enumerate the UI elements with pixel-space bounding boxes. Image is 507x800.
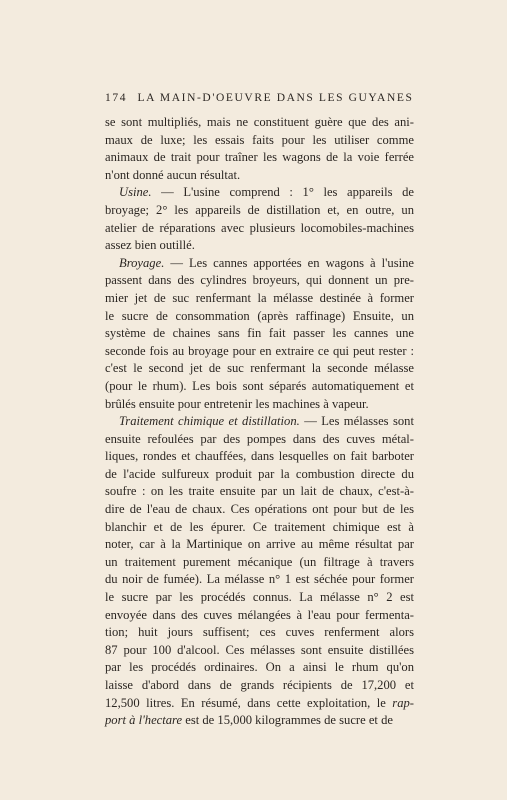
text-line [105, 431, 414, 449]
text-run: maux de luxe; les essais faits pour les utiliser comme [105, 132, 414, 147]
text-run: le sucre de consommation (après raffinage) Ensuite, un [105, 308, 414, 323]
text-line [105, 677, 414, 695]
text-run: un traitement purement mécanique (un filtrage à travers [105, 554, 414, 569]
italic-run: rap- [392, 695, 414, 710]
text-run: n'ont donné aucun résultat. [105, 167, 241, 182]
text-line [105, 501, 414, 519]
text-line [105, 483, 414, 501]
italic-run: Broyage. [119, 255, 165, 270]
text-line [105, 132, 414, 150]
text-line [105, 624, 414, 642]
text-run: noter, car à la Martinique on arrive au même résultat par [105, 537, 414, 552]
italic-run: port à l'hectare [105, 713, 183, 728]
text-line [105, 378, 414, 396]
italic-run: Usine. [119, 185, 152, 200]
text-run: du noir de fumée). La mélasse n° 1 est séchée pour former [105, 572, 414, 587]
text-line [105, 167, 414, 185]
text-line [105, 343, 414, 361]
text-line [105, 149, 414, 167]
text-line [105, 114, 414, 132]
text-run: c'est le second jet de suc renfermant la seconde mélasse [105, 361, 414, 376]
text-line [105, 413, 414, 431]
text-line [105, 308, 414, 326]
text-run: par les procédés ordinaires. On a ainsi le rhum qu'on [105, 660, 414, 675]
text-line [105, 642, 414, 660]
text-line [105, 659, 414, 677]
text-run: brûlés ensuite pour entretenir les machines à vapeur. [105, 396, 369, 411]
text-run: (pour le rhum). Les bois sont séparés automatiquement et [105, 378, 414, 393]
text-run: animaux de trait pour traîner les wagons de la voie ferrée [105, 150, 414, 165]
text-line [105, 554, 414, 572]
text-line [105, 466, 414, 484]
text-line [105, 695, 414, 713]
text-run: le sucre par les procédés connus. La mélasse n° 2 est [105, 590, 414, 605]
text-run: système de chaines sans fin fait passer les cannes une [105, 326, 414, 341]
text-run: — Les mélasses sont [299, 414, 414, 429]
italic-run: Traitement chimique et distillation. [119, 414, 300, 429]
text-run: — Les cannes apportées en wagons à l'usine [164, 255, 414, 270]
text-run: blanchir et de les épurer. Ce traitement chimique est à [105, 519, 414, 534]
running-title: LA MAIN-D'OEUVRE DANS LES GUYANES [137, 92, 414, 104]
text-line [105, 202, 414, 220]
text-line [105, 571, 414, 589]
text-line [105, 396, 414, 414]
text-line [105, 237, 414, 255]
text-run: soufre : on les traite ensuite par un lait de chaux, c'est-à- [105, 484, 414, 499]
text-line [105, 607, 414, 625]
text-line [105, 325, 414, 343]
text-line [105, 255, 414, 273]
text-run: — L'usine comprend : 1° les appareils de [151, 185, 414, 200]
running-header [105, 92, 415, 104]
text-run: envoyée dans des cuves mélangées à l'eau pour fermenta- [105, 607, 414, 622]
text-line [105, 536, 414, 554]
text-run: seconde fois au broyage pour en extraire ce qui peut rester : [105, 343, 414, 358]
text-run: laisse d'abord dans de grands récipients de 17,200 et [105, 678, 414, 692]
text-line [105, 448, 414, 466]
text-line [105, 360, 414, 378]
text-line [105, 589, 414, 607]
text-run: ensuite refoulées par des pompes dans des cuves métal- [105, 431, 414, 446]
text-run: tion; huit jours suffisent; ces cuves renferment alors [105, 625, 414, 640]
text-line [105, 712, 414, 730]
text-run: 87 pour 100 d'alcool. Ces mélasses sont ensuite distillées [105, 642, 414, 657]
text-line [105, 220, 414, 238]
text-run: se sont multipliés, mais ne constituent guère que des ani- [105, 115, 414, 129]
text-run: 12,500 litres. En résumé, dans cette exploitation, le [105, 695, 393, 710]
text-run: de l'acide sulfureux produit par la combustion directe du [105, 466, 414, 481]
text-line [105, 290, 414, 308]
text-run: dire de l'eau de chaux. Ces opérations ont pour but de les [105, 502, 414, 517]
text-line [105, 272, 414, 290]
text-run: est de 15,000 kilogrammes de sucre et de [182, 713, 393, 728]
text-run: mier jet de suc renfermant la mélasse destinée à former [105, 290, 414, 305]
text-run: atelier de réparations avec plusieurs locomobiles-machines [105, 220, 414, 235]
text-run: liques, rondes et chauffées, dans lesquelles on fait barboter [105, 449, 414, 464]
text-line [105, 184, 414, 202]
body-text [105, 114, 414, 730]
text-run: passent dans des cylindres broyeurs, qui donnent un pre- [105, 273, 414, 288]
text-line [105, 519, 414, 537]
text-run: broyage; 2° les appareils de distillation et, en outre, un [105, 202, 414, 217]
page-number: 174 [105, 92, 128, 104]
text-run: assez bien outillé. [105, 238, 195, 253]
